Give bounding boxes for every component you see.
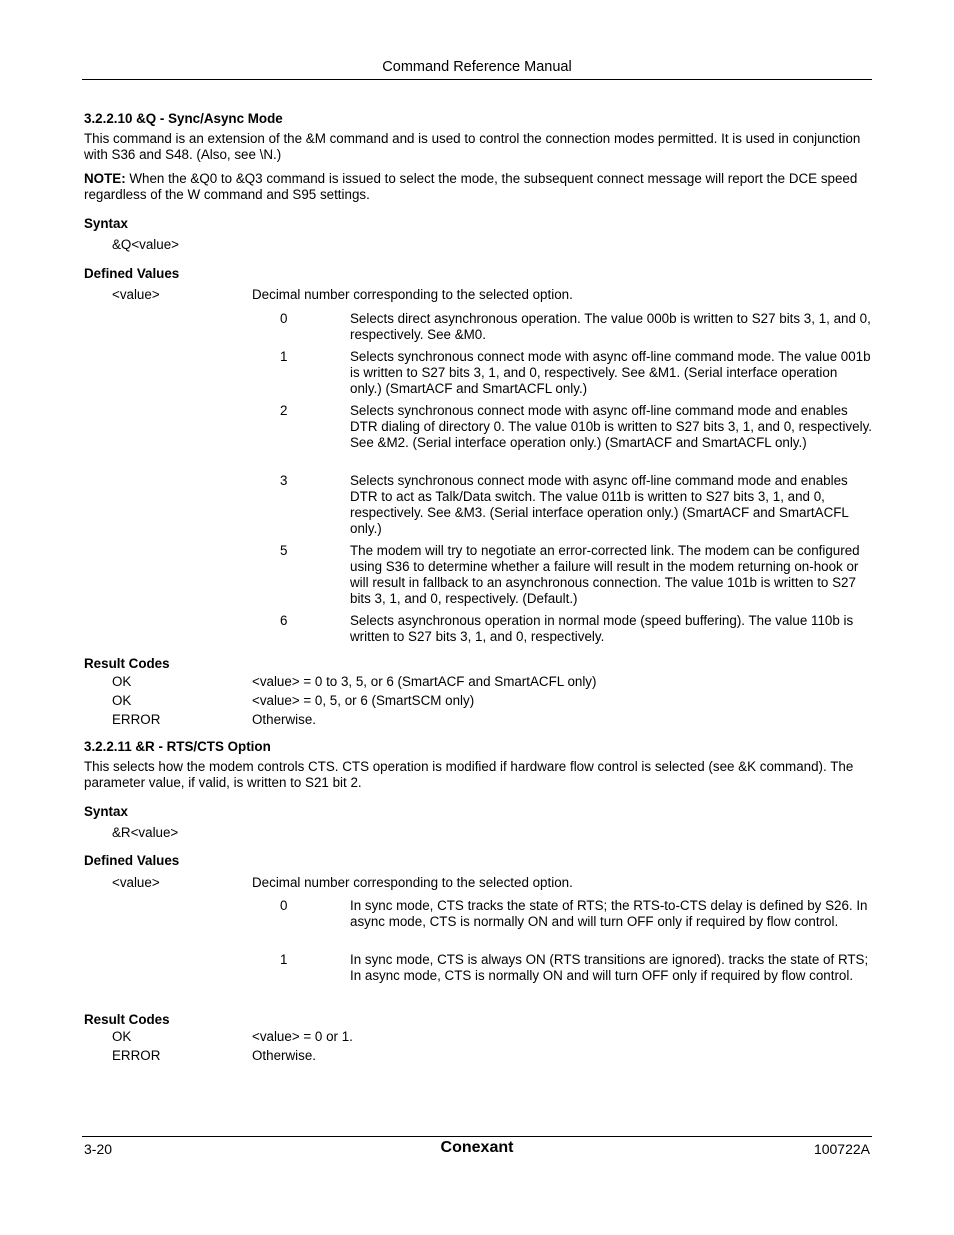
option-number: 0 — [280, 898, 288, 913]
dv-name-q: <value> — [112, 287, 160, 302]
option-description: Selects synchronous connect mode with async off-line command mode and enables DTR to act as Talk/Data switch. The value 011b is written to S27 bits 3, 1, and 0, respectively. See &M3. (Serial interface operation only.) (SmartACF and SmartACFL only.) — [350, 473, 849, 536]
result-codes-heading-r: Result Codes — [84, 1012, 170, 1027]
option-number: 1 — [280, 952, 288, 967]
option-number: 0 — [280, 311, 288, 326]
option-number: 1 — [280, 349, 288, 364]
result-desc: <value> = 0 or 1. — [252, 1029, 353, 1044]
result-code: OK — [112, 674, 132, 689]
result-desc: <value> = 0 to 3, 5, or 6 (SmartACF and SmartACFL only) — [252, 674, 597, 689]
document-id: 100722A — [813, 1141, 870, 1157]
syntax-heading-r: Syntax — [84, 804, 128, 819]
note-paragraph — [84, 171, 874, 203]
result-desc: <value> = 0, 5, or 6 (SmartSCM only) — [252, 693, 475, 708]
option-description: Selects asynchronous operation in normal mode (speed buffering). The value 110b is written to S27 bits 3, 1, and 0, respectively. — [350, 613, 854, 644]
section-heading-r: 3.2.2.11 &R - RTS/CTS Option — [84, 739, 271, 754]
page-number: 3-20 — [84, 1141, 113, 1157]
defined-values-heading-q: Defined Values — [84, 266, 180, 281]
option-description: Selects synchronous connect mode with async off-line command mode. The value 001b is written to S27 bits 3, 1, and 0, respectively. See &M1. (Serial interface operation only.) (SmartACF and SmartACFL only.) — [350, 349, 871, 396]
syntax-heading-q: Syntax — [84, 216, 128, 231]
option-description: Selects synchronous connect mode with async off-line command mode and enables DTR dialing of directory 0. The value 010b is written to S27 bits 3, 1, and 0, respectively. See &M2. (Serial interface operation only.) (SmartACF and SmartACFL only.) — [350, 403, 873, 450]
result-code: OK — [112, 693, 132, 708]
dv-desc-r: Decimal number corresponding to the selected option. — [252, 875, 573, 890]
header-rule — [82, 79, 872, 80]
section-intro-q: This command is an extension of the &M command and is used to control the connection modes permitted. It is used in conjunction with S36 and S48. (Also, see \N.) — [84, 131, 861, 162]
result-code: ERROR — [112, 1048, 161, 1063]
defined-values-heading-r: Defined Values — [84, 853, 180, 868]
section-intro-r: This selects how the modem controls CTS. CTS operation is modified if hardware flow control is selected (see &K command). The parameter value, if valid, is written to S21 bit 2. — [84, 759, 854, 790]
option-description: The modem will try to negotiate an error-corrected link. The modem can be configured using S36 to determine whether a failure will result in the modem returning on-hook or will result in fallback to an asynchronous connection. The value 101b is written to S27 bits 3, 1, and 0, respectively. (Default.) — [350, 543, 860, 606]
option-description: In sync mode, CTS tracks the state of RTS; the RTS-to-CTS delay is defined by S26. In async mode, CTS is normally ON and will turn OFF only if required by flow control. — [350, 898, 868, 929]
syntax-r: &R<value> — [112, 825, 179, 840]
option-number: 6 — [280, 613, 288, 628]
result-codes-heading-q: Result Codes — [84, 656, 170, 671]
syntax-q: &Q<value> — [112, 237, 179, 252]
option-number: 5 — [280, 543, 288, 558]
result-desc: Otherwise. — [252, 1048, 316, 1063]
option-description: In sync mode, CTS is always ON (RTS transitions are ignored). tracks the state of RTS; In async mode, CTS is normally ON and will turn OFF only if required by flow control. — [350, 952, 869, 983]
page-header-title: Command Reference Manual — [382, 59, 572, 75]
option-number: 2 — [280, 403, 288, 418]
result-code: ERROR — [112, 712, 161, 727]
dv-name-r: <value> — [112, 875, 160, 890]
section-heading-q: 3.2.2.10 &Q - Sync/Async Mode — [84, 111, 283, 126]
company-name: Conexant — [440, 1139, 514, 1156]
option-number: 3 — [280, 473, 288, 488]
option-description: Selects direct asynchronous operation. The value 000b is written to S27 bits 3, 1, and 0, respectively. See &M0. — [350, 311, 871, 342]
note-label: NOTE: — [84, 171, 126, 186]
result-code: OK — [112, 1029, 132, 1044]
result-desc: Otherwise. — [252, 712, 316, 727]
dv-desc-q: Decimal number corresponding to the selected option. — [252, 287, 573, 302]
footer-rule — [82, 1136, 872, 1137]
note-text: When the &Q0 to &Q3 command is issued to select the mode, the subsequent connect message will report the DCE speed regardless of the W command and S95 settings. — [84, 171, 858, 202]
